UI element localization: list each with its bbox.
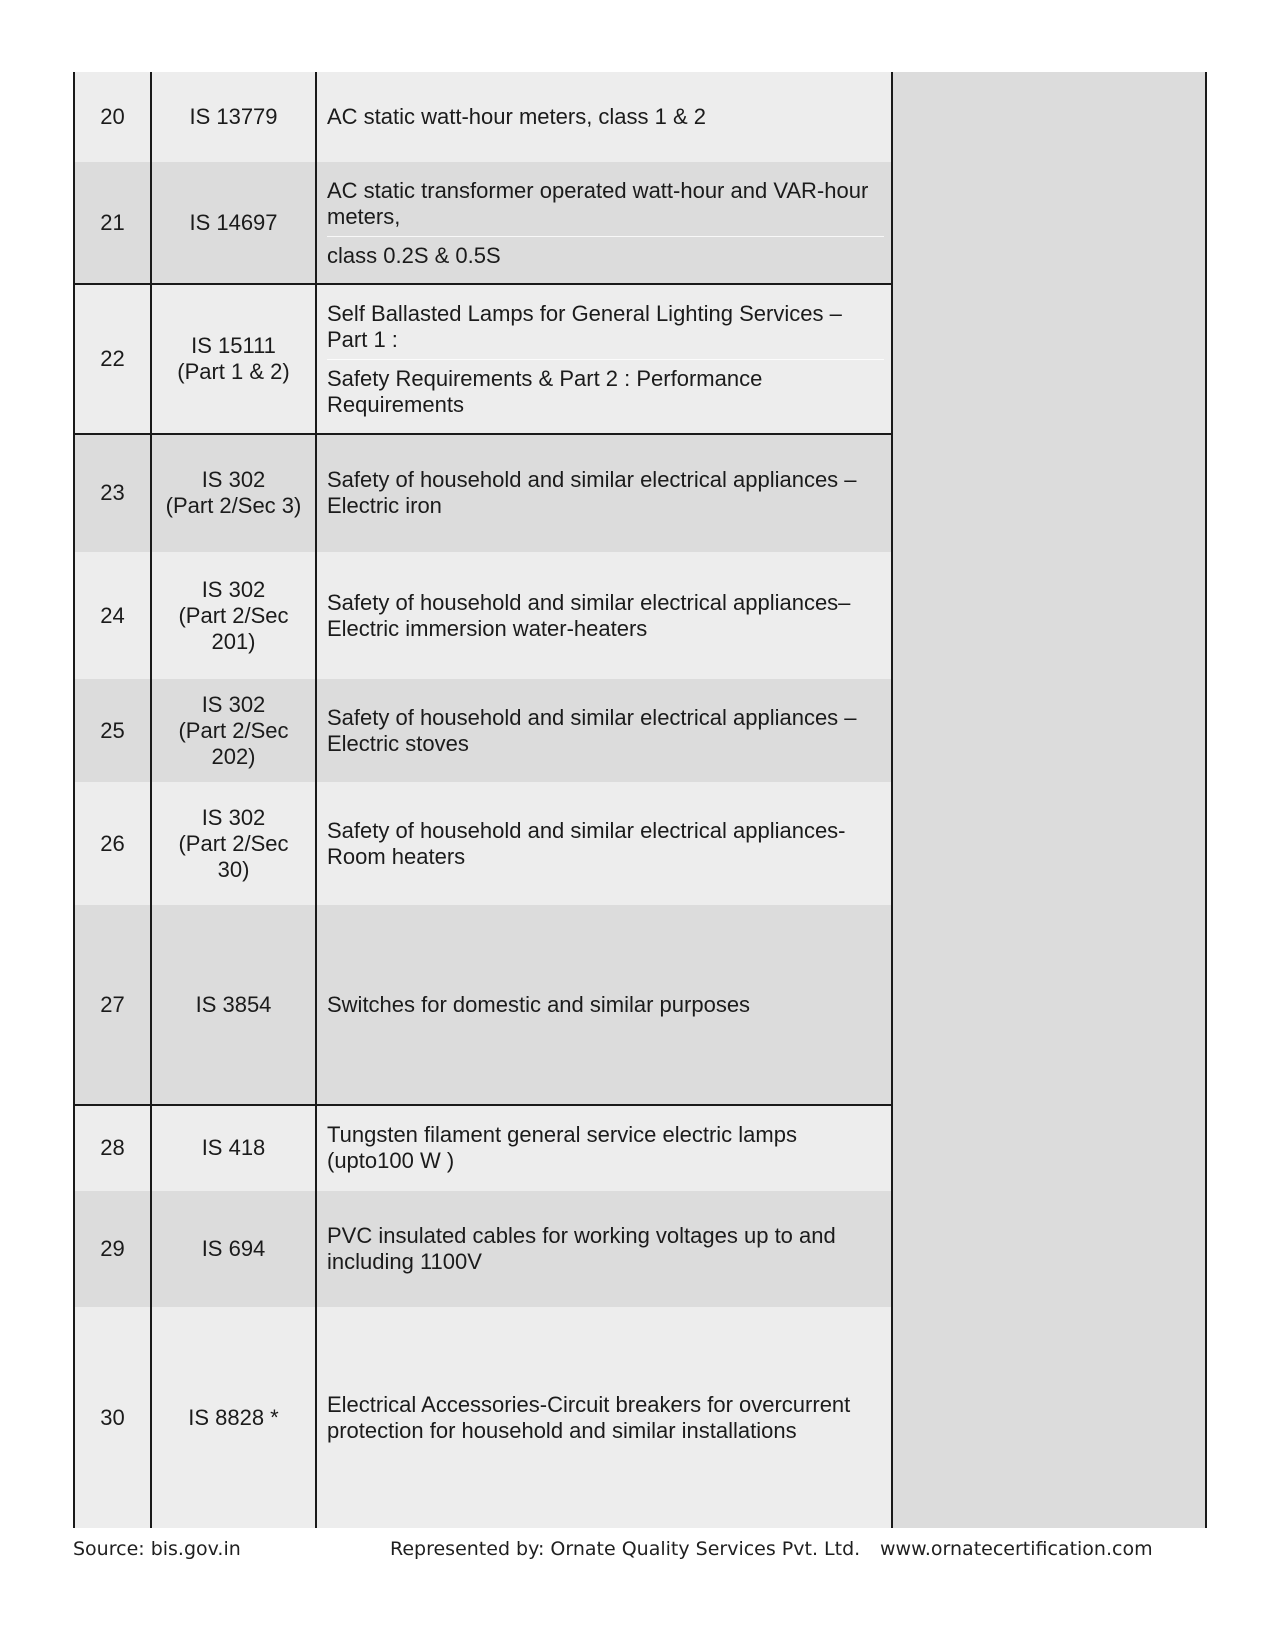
standard-code-line: IS 3854 [195, 992, 272, 1017]
standard-code-line: IS 14697 [189, 210, 278, 235]
table-row [74, 1307, 892, 1528]
standard-code-line: 202) [211, 743, 256, 769]
table-row [74, 905, 892, 1105]
description-line: Tungsten filament general service electric lamps (upto100 W ) [327, 1122, 797, 1173]
standard-code-line: IS 302 [201, 804, 266, 830]
standard-code [151, 782, 316, 905]
table-border-left [73, 72, 75, 1528]
table-row [74, 72, 892, 162]
description-line: Safety of household and similar electrical appliances – Electric iron [327, 467, 857, 518]
footer-source: Source: bis.gov.in [73, 1538, 241, 1560]
column-divider [150, 72, 152, 1528]
standard-description [316, 72, 892, 162]
table-row [74, 782, 892, 905]
description-line: AC static transformer operated watt-hour and VAR-hour meters, [327, 177, 869, 229]
row-divider [74, 283, 892, 285]
table-row [74, 284, 892, 434]
row-number: 29 [100, 1236, 125, 1261]
standard-code-line: IS 302 [201, 576, 266, 602]
table-row [74, 1105, 892, 1191]
standard-code [151, 1191, 316, 1307]
table-row [74, 552, 892, 679]
description-line: Safety of household and similar electrical appliances – Electric stoves [327, 704, 857, 756]
table-row [74, 679, 892, 782]
description-line: Safety of household and similar electrical appliances- Room heaters [327, 817, 846, 869]
row-number: 22 [100, 346, 125, 371]
description-line: AC static watt-hour meters, class 1 & 2 [327, 104, 707, 129]
column-divider [315, 72, 317, 1528]
page-footer [73, 1538, 1213, 1566]
standard-description [316, 434, 892, 552]
standard-description [316, 905, 892, 1105]
standard-code-line: 201) [211, 628, 256, 654]
description-line: Switches for domestic and similar purposes [327, 992, 751, 1017]
column-divider [891, 72, 893, 1528]
standard-description [316, 284, 892, 434]
standard-code [151, 1307, 316, 1528]
row-number: 28 [100, 1135, 125, 1160]
description-line: Electrical Accessories-Circuit breakers for overcurrent protection for household and similar installations [327, 1391, 851, 1443]
standard-description [316, 162, 892, 284]
standard-description [316, 782, 892, 905]
description-line: Self Ballasted Lamps for General Lighting Services – Part 1 : [327, 300, 842, 352]
standard-code [151, 162, 316, 284]
row-number: 20 [100, 104, 125, 129]
standard-code [151, 905, 316, 1105]
row-divider [74, 1104, 892, 1106]
row-divider [74, 433, 892, 435]
standard-code [151, 552, 316, 679]
standard-code-line: (Part 2/Sec [178, 602, 289, 628]
row-number: 23 [100, 480, 125, 505]
row-number: 26 [100, 830, 125, 856]
standard-code-line: IS 13779 [189, 104, 278, 129]
standards-table [74, 72, 1207, 1528]
description-line: Safety Requirements & Part 2 : Performance Requirements [327, 365, 763, 417]
standard-code-line: IS 8828 * [188, 1404, 279, 1430]
table-row [74, 1191, 892, 1307]
standard-code [151, 284, 316, 434]
standard-code-line: (Part 2/Sec [178, 830, 289, 856]
standard-code [151, 72, 316, 162]
standard-code-line: IS 418 [201, 1135, 266, 1160]
description-line: Safety of household and similar electrical appliances– Electric immersion water-heaters [327, 589, 851, 641]
standard-code-line: (Part 1 & 2) [177, 359, 290, 384]
row-number: 25 [100, 717, 125, 743]
standard-code-line: (Part 2/Sec 3) [165, 493, 302, 518]
standard-code [151, 679, 316, 782]
table-border-right [1205, 72, 1207, 1528]
standard-code-line: IS 302 [201, 691, 266, 717]
cell-divider [327, 236, 884, 237]
footer-represented-by: Represented by: Ornate Quality Services Pvt. Ltd. [390, 1538, 861, 1560]
description-line: class 0.2S & 0.5S [327, 242, 501, 268]
row-number: 27 [100, 992, 125, 1017]
standard-description [316, 679, 892, 782]
standard-description [316, 1191, 892, 1307]
description-line: PVC insulated cables for working voltages up to and including 1100V [327, 1223, 836, 1274]
footer-website: www.ornatecertification.com [880, 1538, 1153, 1560]
standard-description [316, 1307, 892, 1528]
row-number: 30 [100, 1404, 125, 1430]
table-row [74, 434, 892, 552]
standard-code [151, 434, 316, 552]
standard-code-line: IS 15111 [191, 333, 276, 358]
row-number: 21 [100, 210, 125, 235]
standard-description [316, 1105, 892, 1191]
cell-divider [327, 359, 884, 360]
standard-code-line: 30) [217, 856, 250, 882]
standard-code-line: IS 694 [201, 1236, 266, 1261]
standard-code-line: IS 302 [201, 467, 266, 492]
table-row [74, 162, 892, 284]
standard-code [151, 1105, 316, 1191]
blank-column [892, 72, 1207, 1528]
standard-code-line: (Part 2/Sec [178, 717, 289, 743]
row-number: 24 [100, 602, 125, 628]
standard-description [316, 552, 892, 679]
